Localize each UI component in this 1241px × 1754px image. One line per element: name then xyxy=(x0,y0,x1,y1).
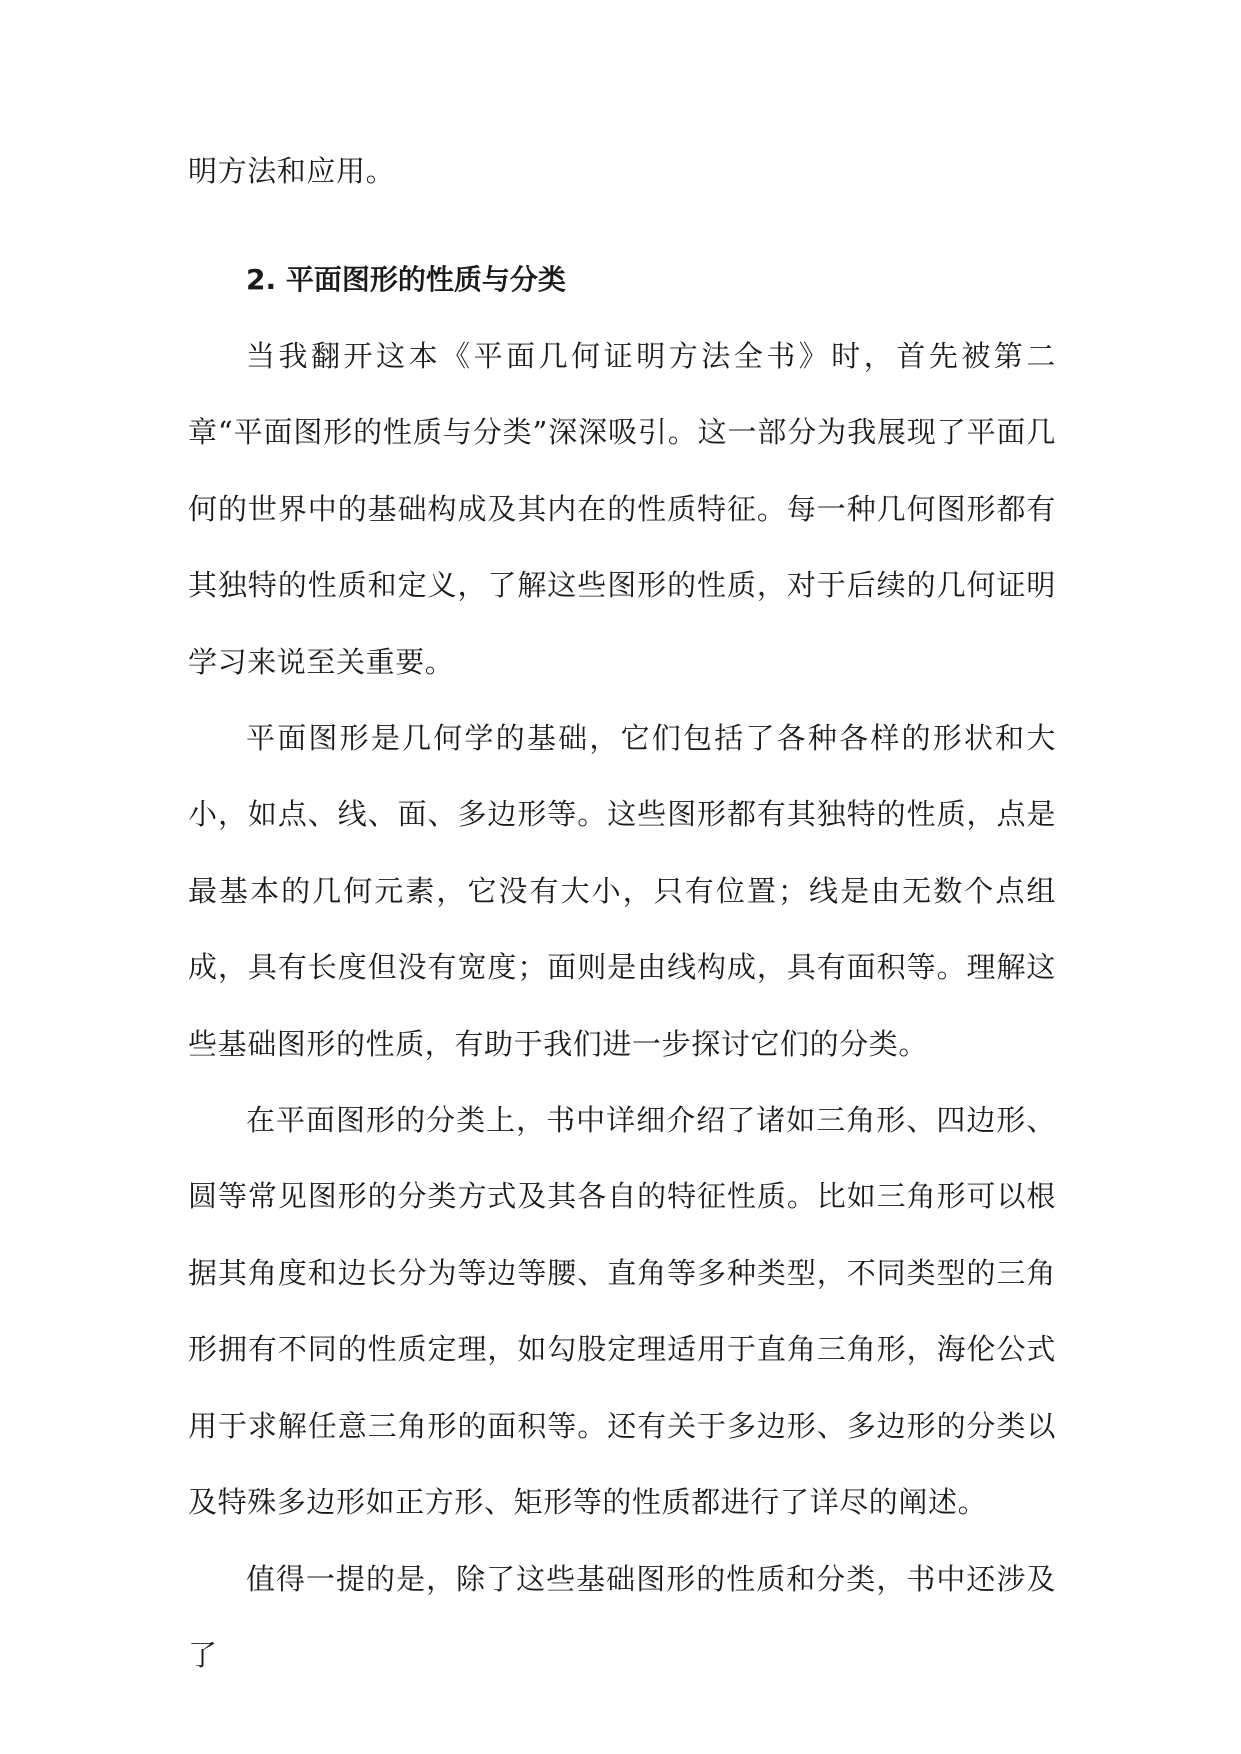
section-heading: 2. 平面图形的性质与分类 xyxy=(246,263,566,296)
paragraph-4: 值得一提的是，除了这些基础图形的性质和分类，书中还涉及了 xyxy=(188,1561,1056,1672)
body-text xyxy=(188,318,1056,1693)
paragraph-2: 平面图形是几何学的基础，它们包括了各种各样的形状和大小，如点、线、面、多边形等。这些图形都有其独特的性质，点是最基本的几何元素，它没有大小，只有位置；线是由无数个点组成，具有长度但没有宽度；面则是由线构成，具有面积等。理解这些基础图形的性质，有助于我们进一步探讨它们的分类。 xyxy=(188,721,1056,1061)
continuation-text: 明方法和应用。 xyxy=(188,154,396,188)
paragraph-3: 在平面图形的分类上，书中详细介绍了诸如三角形、四边形、圆等常见图形的分类方式及其各自的特征性质。比如三角形可以根据其角度和边长分为等边等腰、直角等多种类型，不同类型的三角形拥有不同的性质定理，如勾股定理适用于直角三角形，海伦公式用于求解任意三角形的面积等。还有关于多边形、多边形的分类以及特殊多边形如正方形、矩形等的性质都进行了详尽的阐述。 xyxy=(188,1103,1056,1520)
paragraph-1: 当我翻开这本《平面几何证明方法全书》时，首先被第二章“平面图形的性质与分类”深深吸引。这一部分为我展现了平面几何的世界中的基础构成及其内在的性质特征。每一种几何图形都有其独特的性质和定义，了解这些图形的性质，对于后续的几何证明学习来说至关重要。 xyxy=(188,339,1056,679)
